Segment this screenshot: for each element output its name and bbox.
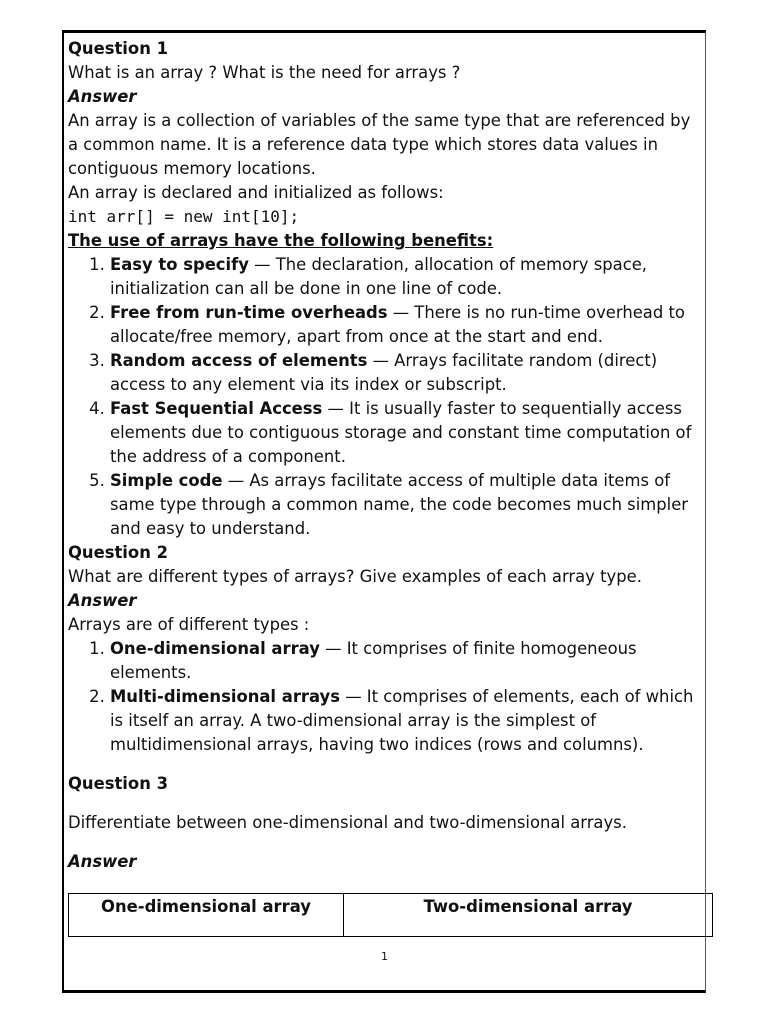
- benefit-desc: — There is no run-time overhead to allocate/free memory, apart from once at the start and end.: [110, 303, 685, 346]
- list-item: [110, 349, 704, 397]
- type-term: Multi-dimensional arrays: [110, 687, 340, 706]
- answer-2-label: Answer: [68, 591, 137, 610]
- list-item: [110, 301, 704, 349]
- list-item: [110, 685, 704, 757]
- benefits-list: [68, 253, 704, 541]
- benefit-desc: — The declaration, allocation of memory space, initialization can all be done in one line of code.: [110, 255, 648, 298]
- benefit-desc: — As arrays facilitate access of multiple data items of same type through a common name, the code becomes much simpler and easy to understand.: [110, 471, 689, 538]
- question-3-text: Differentiate between one-dimensional and two-dimensional arrays.: [68, 813, 627, 832]
- answer-2-intro: Arrays are of different types :: [68, 615, 310, 634]
- answer-1-paragraph-2: An array is declared and initialized as follows:: [68, 183, 444, 202]
- answer-3-label: Answer: [68, 852, 137, 871]
- document-page: [62, 30, 706, 993]
- benefits-heading: The use of arrays have the following benefits:: [68, 231, 494, 250]
- question-3-title: Question 3: [68, 774, 168, 793]
- list-item: [110, 469, 704, 541]
- table-header-row: [69, 894, 713, 937]
- array-types-list: [68, 637, 704, 757]
- question-2-title: Question 2: [68, 543, 168, 562]
- benefit-desc: — It is usually faster to sequentially access elements due to contiguous storage and constant time computation of the address of a component.: [110, 399, 692, 466]
- question-2-text: What are different types of arrays? Give examples of each array type.: [68, 567, 642, 586]
- page-content: [68, 37, 704, 874]
- question-1-title: Question 1: [68, 39, 168, 58]
- comparison-table: [68, 893, 713, 937]
- question-1-text: What is an array ? What is the need for arrays ?: [68, 63, 461, 82]
- benefit-term: Free from run-time overheads: [110, 303, 388, 322]
- table-header-cell: Two-dimensional array: [344, 894, 713, 937]
- type-desc: — It comprises of finite homogeneous elements.: [110, 639, 637, 682]
- benefit-term: Random access of elements: [110, 351, 368, 370]
- type-desc: — It comprises of elements, each of which is itself an array. A two-dimensional array is the simplest of multidimensional arrays, having two indices (rows and columns).: [110, 687, 694, 754]
- type-term: One-dimensional array: [110, 639, 320, 658]
- list-item: [110, 397, 704, 469]
- list-item: [110, 253, 704, 301]
- benefit-desc: — Arrays facilitate random (direct) access to any element via its index or subscript.: [110, 351, 658, 394]
- answer-1-label: Answer: [68, 87, 137, 106]
- benefit-term: Simple code: [110, 471, 223, 490]
- table-header-cell: One-dimensional array: [69, 894, 344, 937]
- benefit-term: Easy to specify: [110, 255, 249, 274]
- list-item: [110, 637, 704, 685]
- code-snippet: int arr[] = new int[10];: [68, 207, 300, 226]
- answer-1-paragraph-1: An array is a collection of variables of the same type that are referenced by a common name. It is a reference data type which stores data values in contiguous memory locations.: [68, 111, 691, 178]
- page-number: 1: [381, 950, 388, 963]
- benefit-term: Fast Sequential Access: [110, 399, 323, 418]
